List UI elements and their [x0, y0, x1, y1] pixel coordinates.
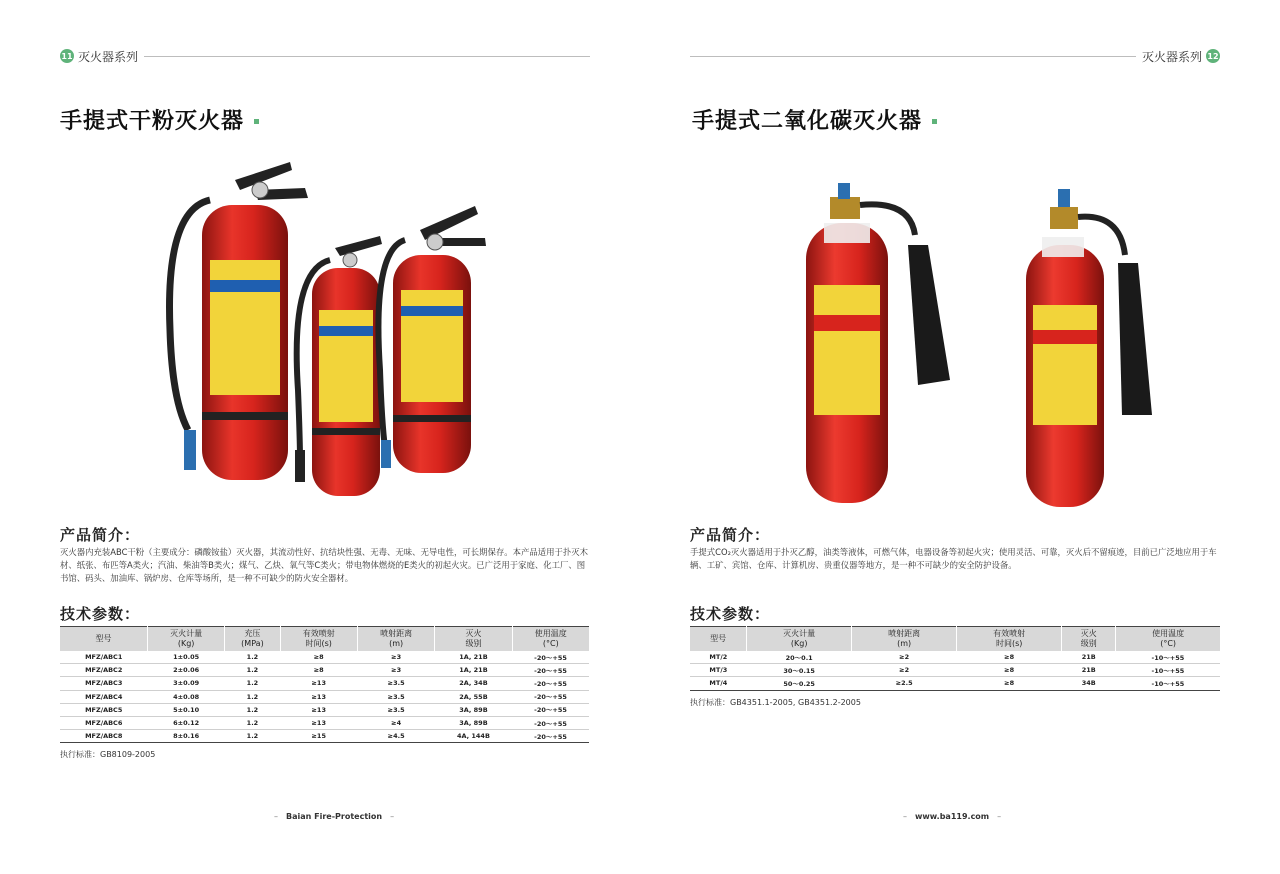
page-number-badge: 12 — [1206, 49, 1220, 63]
table-cell: MT/3 — [690, 664, 747, 677]
table-cell: 3±0.09 — [147, 677, 224, 690]
table-cell: -20～+55 — [512, 716, 589, 729]
column-header-line2: (°C) — [542, 639, 559, 648]
table-cell: 1.2 — [225, 651, 280, 664]
column-header-line2: (MPa) — [241, 639, 264, 648]
table-cell: 1.2 — [246, 732, 259, 741]
table-cell: ≥3 — [357, 664, 434, 677]
table-row — [60, 716, 589, 729]
table-cell: 1±0.05 — [147, 651, 224, 664]
table-cell: 1A, 21B — [435, 651, 512, 664]
table-cell: 1.2 — [225, 664, 280, 677]
table-cell: -20～+55 — [534, 732, 567, 741]
table-cell: ≥13 — [280, 716, 357, 729]
column-header-line1: 喷射距离 — [888, 629, 921, 638]
table-cell: 3A, 89B — [435, 703, 512, 716]
column-header-line2: 时间(s) — [995, 639, 1023, 648]
column-header-line2: (°C) — [1160, 639, 1177, 648]
extinguisher-medium — [378, 206, 486, 473]
intro-heading: 产品简介： — [690, 526, 771, 544]
table-header-row — [60, 627, 589, 652]
column-header — [147, 627, 224, 652]
table-cell: ≥3 — [357, 651, 434, 664]
column-header-line1: 使用温度 — [534, 629, 567, 638]
standard-note: 执行标准：GB8109-2005 — [60, 750, 156, 759]
table-cell: ≥4 — [357, 716, 434, 729]
table-cell: MFZ/ABC4 — [60, 690, 147, 703]
column-header-line1: 灭火 — [465, 629, 482, 638]
series-label: 灭火器系列 — [1141, 49, 1202, 64]
table-cell: -20～+55 — [512, 677, 589, 690]
table-cell: -10～+55 — [1116, 651, 1220, 664]
table-cell: MFZ/ABC6 — [60, 716, 147, 729]
column-header-line1: 型号 — [95, 634, 112, 643]
table-cell: 2±0.06 — [147, 664, 224, 677]
column-header-line2: (Kg) — [177, 639, 195, 648]
co2-extinguisher-left — [806, 175, 1220, 503]
column-header-line1: 型号 — [710, 634, 727, 643]
table-cell: -10～+55 — [1116, 664, 1220, 677]
column-header-line1: 有效喷射 — [993, 629, 1026, 638]
page-footer: – Baian Fire-Protection – — [274, 812, 395, 821]
table-cell: MT/2 — [690, 651, 747, 664]
column-header-line1: 喷射距离 — [380, 629, 413, 638]
column-header-line2: 级别 — [465, 639, 482, 648]
column-header-line2: 级别 — [1080, 639, 1097, 648]
footer-text: www.ba119.com — [915, 812, 990, 821]
table-cell: ≥2.5 — [895, 679, 913, 688]
column-header — [690, 627, 747, 652]
table-cell: ≥8 — [957, 664, 1062, 677]
right-page — [640, 0, 1280, 874]
column-header — [957, 627, 1062, 652]
table-cell: ≥8 — [280, 651, 357, 664]
table-cell: 30～0.15 — [747, 664, 852, 677]
table-cell: -10～+55 — [1151, 679, 1185, 688]
table-row — [690, 664, 1220, 677]
table-cell: ≥2 — [852, 664, 957, 677]
table-cell: 1.2 — [225, 703, 280, 716]
table-row — [60, 730, 589, 743]
table-cell: ≥2 — [852, 651, 957, 664]
table-header-row — [690, 627, 1220, 652]
page-title — [60, 104, 259, 135]
spec-table — [690, 626, 1220, 691]
table-cell: 21B — [1062, 664, 1116, 677]
table-cell: -20～+55 — [512, 664, 589, 677]
column-header-line2: (m) — [389, 639, 404, 648]
table-row — [60, 690, 589, 703]
column-header-line2: 时间(s) — [305, 639, 332, 648]
table-cell: -20～+55 — [512, 651, 589, 664]
table-cell: 1.2 — [225, 677, 280, 690]
page-title-text: 手提式二氧化碳灭火器 — [692, 109, 923, 134]
co2-extinguishers-photo — [800, 175, 1220, 520]
table-cell: 4A, 144B — [456, 732, 490, 741]
column-header — [435, 627, 512, 652]
table-cell: -20～+55 — [512, 703, 589, 716]
table-cell: 34B — [1081, 679, 1096, 688]
column-header — [512, 627, 589, 652]
extinguisher-large — [170, 162, 309, 480]
table-cell: 4±0.08 — [147, 690, 224, 703]
table-cell: ≥3.5 — [357, 677, 434, 690]
spec-heading: 技术参数： — [690, 605, 771, 623]
table-cell: 3A, 89B — [435, 716, 512, 729]
extinguisher-small — [295, 236, 382, 496]
column-header — [280, 627, 357, 652]
table-cell: 21B — [1062, 651, 1116, 664]
column-header-line2: (Kg) — [790, 639, 808, 648]
column-header-line1: 灭火计量 — [783, 629, 816, 638]
table-cell: ≥13 — [280, 703, 357, 716]
column-header-line1: 使用温度 — [1152, 629, 1185, 638]
table-cell: ≥13 — [280, 677, 357, 690]
column-header — [1062, 627, 1116, 652]
table-cell: 2A, 55B — [435, 690, 512, 703]
header-rule — [690, 56, 1136, 57]
table-cell: ≥8 — [957, 651, 1062, 664]
table-cell: 2A, 34B — [435, 677, 512, 690]
column-header-line1: 灭火 — [1080, 629, 1097, 638]
table-cell: 20～0.1 — [747, 651, 852, 664]
table-cell: MFZ/ABC1 — [60, 651, 147, 664]
page-footer: – www.ba119.com – — [903, 812, 1002, 821]
table-cell: 5±0.10 — [147, 703, 224, 716]
table-cell: ≥8 — [1004, 679, 1015, 688]
table-cell: MT/4 — [709, 679, 728, 688]
page-title — [692, 104, 937, 135]
column-header-line1: 充压 — [244, 629, 261, 638]
page-header — [690, 48, 1220, 64]
table-cell: ≥3.5 — [357, 690, 434, 703]
column-header — [357, 627, 434, 652]
spec-heading: 技术参数： — [60, 605, 141, 623]
table-cell: 8±0.16 — [173, 732, 200, 741]
column-header — [747, 627, 852, 652]
table-cell: 1.2 — [225, 690, 280, 703]
table-cell: ≥4.5 — [387, 732, 405, 741]
table-row — [60, 677, 589, 690]
title-accent-square — [254, 119, 259, 124]
table-row — [690, 677, 1220, 690]
series-label: 灭火器系列 — [78, 49, 139, 64]
header-rule — [144, 56, 590, 57]
table-cell: MFZ/ABC2 — [60, 664, 147, 677]
table-row — [60, 703, 589, 716]
page-header — [60, 48, 590, 64]
column-header — [852, 627, 957, 652]
intro-text: 手提式CO₂灭火器适用于扑灭乙醇，油类等液体，可燃气体，电器设备等初起火灾；使用灵活、可靠，灭火后不留痕迹，目前已广泛地应用于车辆、工矿、宾馆、仓库、计算机房、贵重仪器等地方，是一种不可缺少的安全防护设备。 — [690, 547, 1217, 570]
table-cell: ≥13 — [280, 690, 357, 703]
table-cell: MFZ/ABC8 — [85, 732, 123, 741]
standard-note: 执行标准：GB4351.1-2005, GB4351.2-2005 — [690, 698, 861, 707]
table-cell: MFZ/ABC3 — [60, 677, 147, 690]
table-row — [60, 651, 589, 664]
table-cell: 6±0.12 — [147, 716, 224, 729]
table-cell: 50～0.25 — [783, 679, 815, 688]
footer-text: Baian Fire-Protection — [286, 812, 383, 821]
co2-extinguisher-right — [1026, 189, 1152, 507]
title-accent-square — [932, 119, 937, 124]
table-row — [60, 664, 589, 677]
column-header — [60, 627, 147, 652]
intro-heading: 产品简介： — [60, 526, 141, 544]
table-row — [690, 651, 1220, 664]
table-cell: 1A, 21B — [435, 664, 512, 677]
intro-text: 灭火器内充装ABC干粉（主要成分：磷酸铵盐）灭火器，其流动性好、抗结块性强、无毒、无味、无导电性，可长期保存。本产品适用于扑灭木材、纸张、布匹等A类火；汽油、柴油等B类火；煤气、乙炔、氧气等C类火；带电物体燃烧的E类火的初起火灾。已广泛用于家庭、化工厂、图书馆、码头、加油库、锅炉房、仓库等场所，是一种不可缺少的防火安全器材。 — [60, 547, 589, 583]
page-number-badge: 11 — [60, 49, 74, 63]
column-header-line1: 有效喷射 — [302, 629, 335, 638]
page-title-text: 手提式干粉灭火器 — [60, 109, 245, 134]
column-header — [1116, 627, 1220, 652]
column-header-line2: (m) — [897, 639, 912, 648]
dry-powder-extinguishers-photo — [140, 150, 500, 510]
spec-table — [60, 626, 589, 743]
column-header — [225, 627, 280, 652]
table-cell: MFZ/ABC5 — [60, 703, 147, 716]
table-cell: ≥3.5 — [357, 703, 434, 716]
table-cell: 1.2 — [225, 716, 280, 729]
table-cell: ≥15 — [311, 732, 326, 741]
column-header-line1: 灭火计量 — [170, 629, 203, 638]
table-cell: ≥8 — [280, 664, 357, 677]
table-cell: -20～+55 — [512, 690, 589, 703]
